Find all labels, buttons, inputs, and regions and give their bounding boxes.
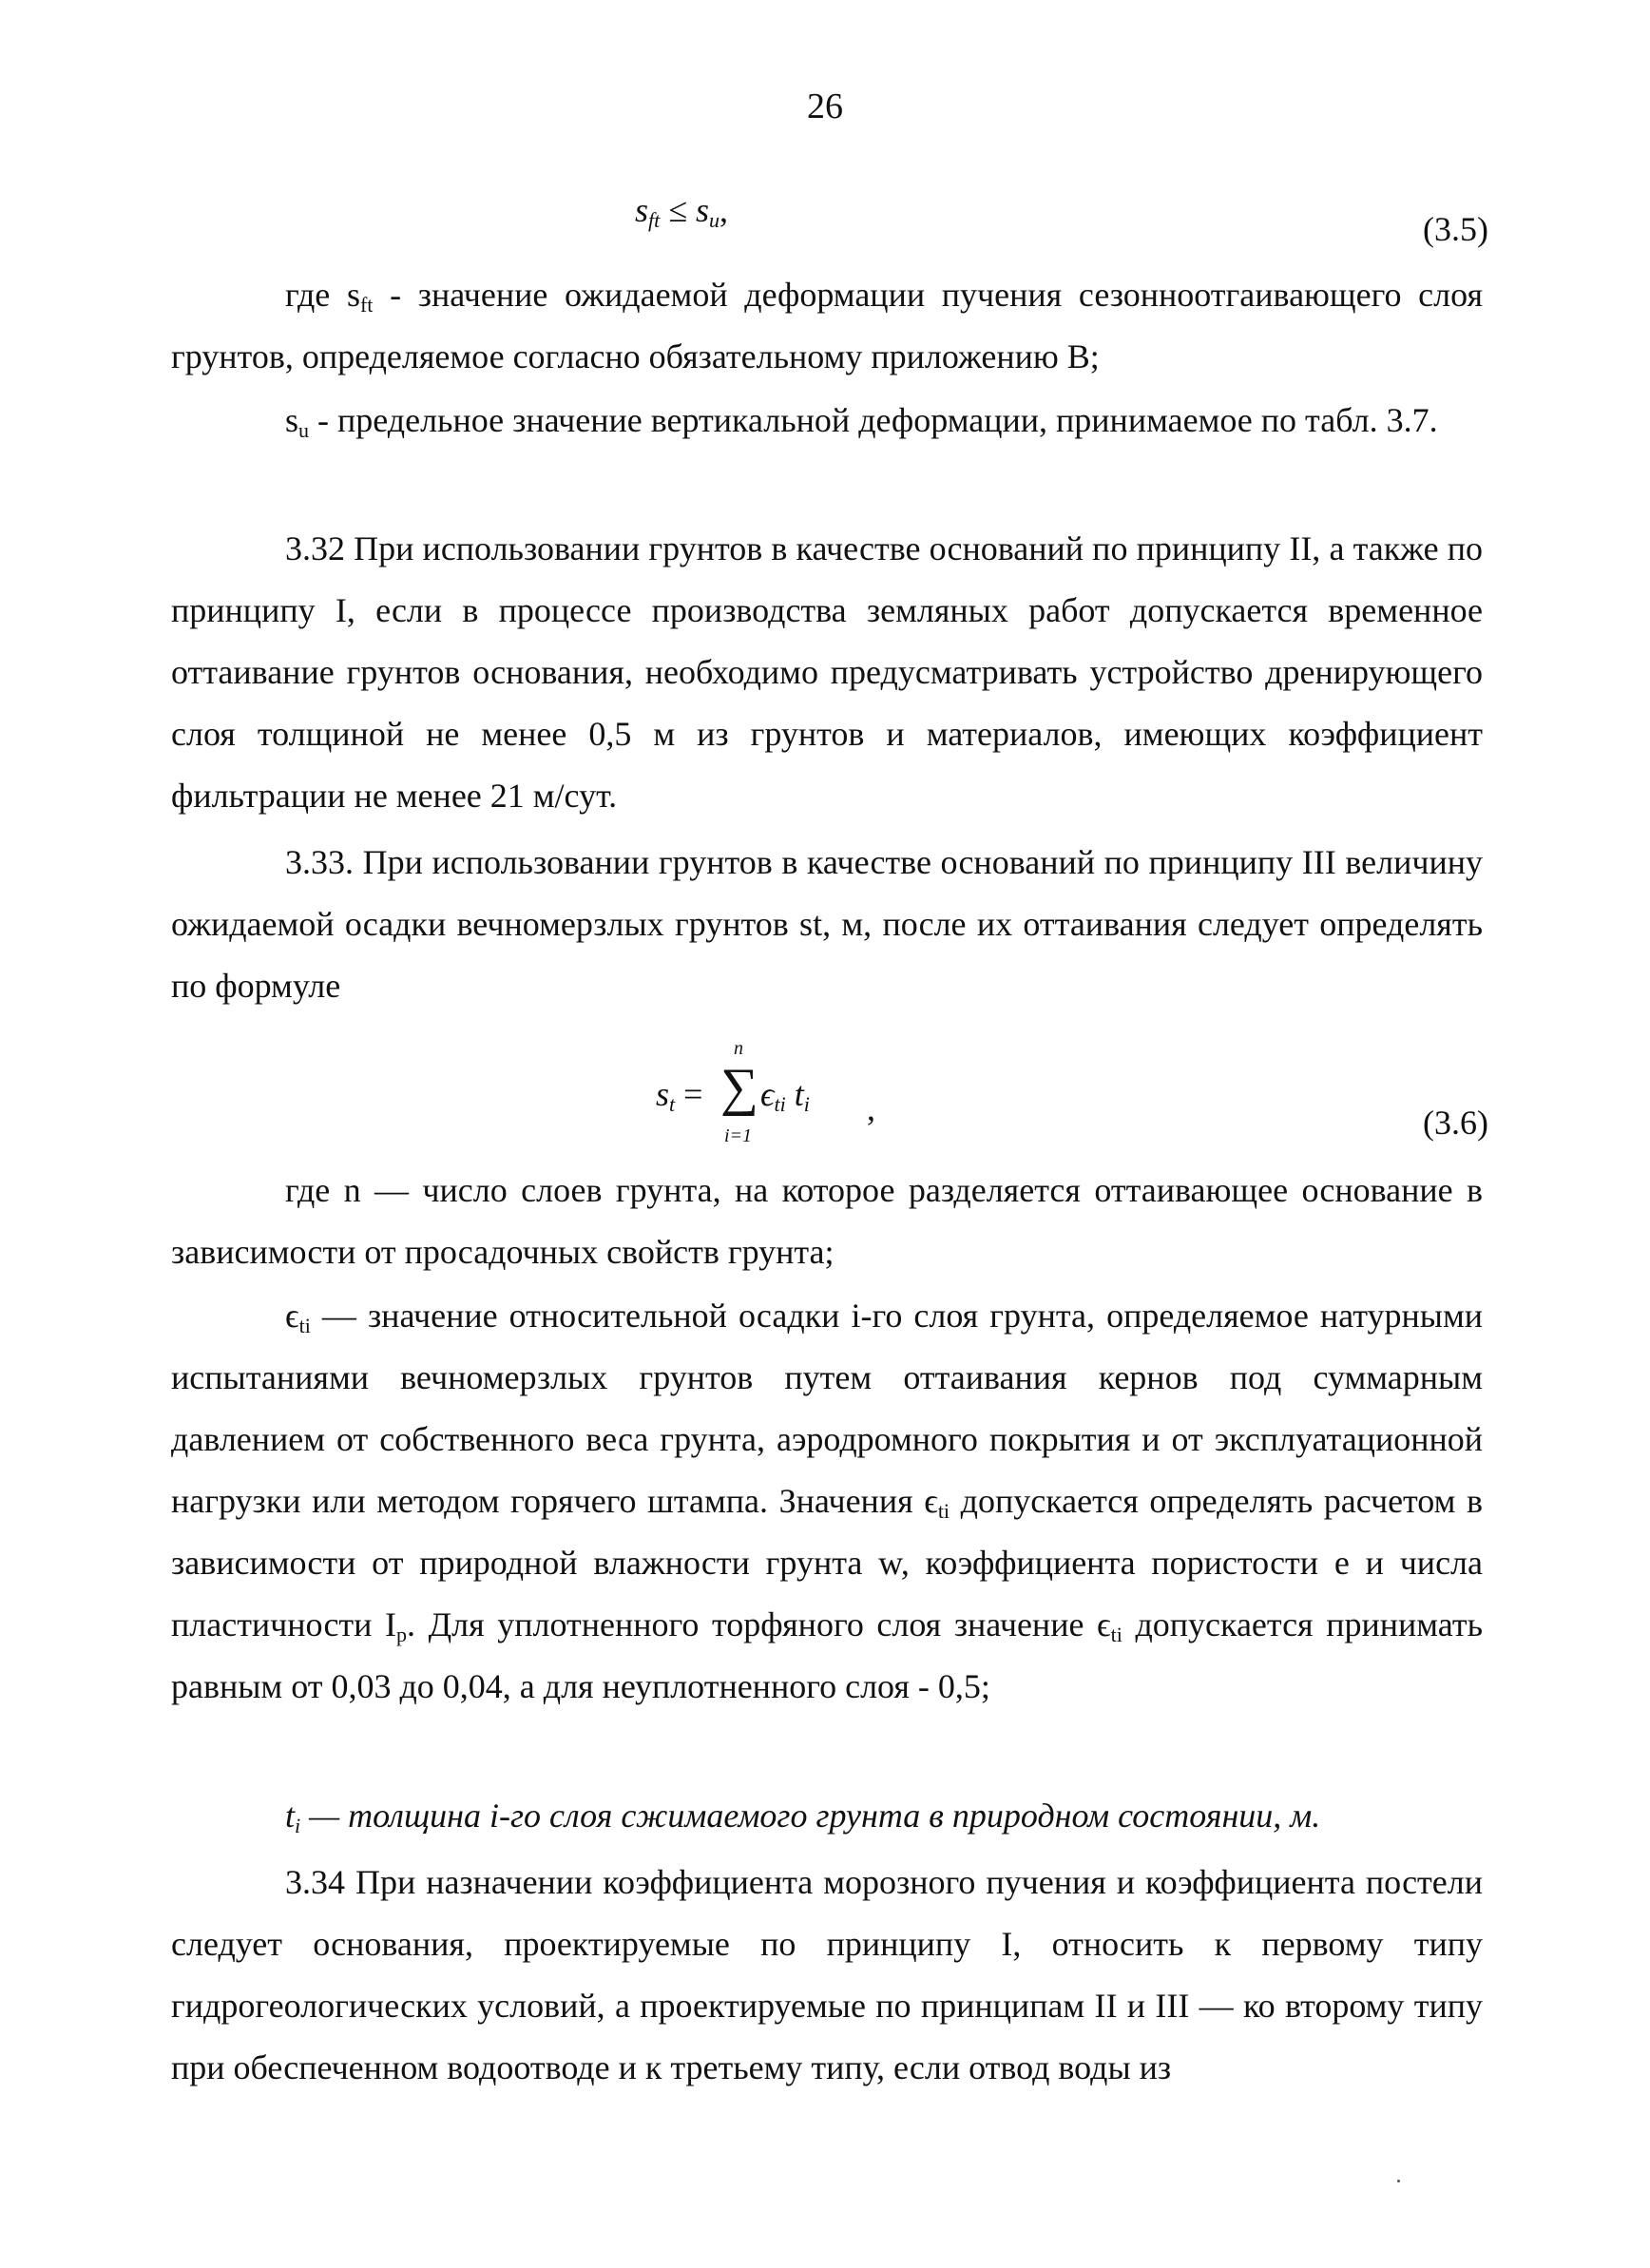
formula-3-6-sub-ti: ti <box>774 1092 786 1116</box>
sum-lower-limit: i=1 <box>724 1125 753 1146</box>
p6-b-sub: ti <box>937 1499 950 1523</box>
formula-3-5-sub-ft: ft <box>648 208 661 232</box>
paragraph-3-34: 3.34 При назначении коэффициента морозного пучения и коэффициента постели следует основания, проектируемые по принципу I, относить к первому типу гидрогеологических условий, а проектируемые по принципам II и III — ко второму типу при обеспеченном водоотводе и к третьему типу, если отвод воды из <box>171 1863 1483 2086</box>
sum-symbol: ∑ <box>720 1058 758 1117</box>
formula-3-5 <box>635 190 728 230</box>
p6-c: допускается определять расчетом в зависимости от природной влажности грунта w, коэффициента пористости е и числа пластичности I <box>171 1482 1483 1643</box>
p6-a: ϵ <box>285 1297 299 1335</box>
p6-a-sub: ti <box>298 1314 311 1337</box>
paragraph-t-definition <box>171 1785 1483 1847</box>
equation-number-3-6: (3.6) <box>1423 1104 1488 1142</box>
p6-b: — значение относительной осадки i-го слоя грунта, определяемое натурными испытаниями вечномерзлых грунтов путем оттаивания кернов под суммарным давлением от собственного веса грунта, аэродромного покрытия и от эксплуатационной нагрузки или методом горячего штампа. Значения ϵ <box>171 1297 1483 1520</box>
p2-rest: - предельное значение вертикальной деформации, принимаемое по табл. 3.7. <box>309 401 1438 439</box>
paragraph-sft-definition <box>171 264 1483 388</box>
p1-start: где s <box>285 276 360 314</box>
formula-3-6-sub-t: t <box>669 1092 676 1116</box>
formula-3-6-rhs <box>760 1074 810 1114</box>
formula-3-6-lhs <box>656 1074 702 1114</box>
formula-3-6-comma: , <box>867 1089 875 1127</box>
formula-3-6-epsilon: ϵ <box>760 1075 775 1113</box>
page-number: 26 <box>807 86 843 126</box>
p6-d-sub: ti <box>1110 1623 1122 1646</box>
p6-c-sub: p <box>396 1623 408 1646</box>
paragraph-n-definition: где n — число слоев грунта, на которое разделяется оттаивающее основание в зависимости от просадочных свойств грунта; <box>171 1171 1483 1271</box>
p1-sub: ft <box>359 293 374 317</box>
formula-3-6-t: t <box>785 1075 804 1113</box>
paragraph-epsilon-definition <box>171 1285 1483 1718</box>
formula-3-5-sub-u: u <box>709 208 720 232</box>
formula-3-6-eq: = <box>675 1075 703 1113</box>
p2-sub: u <box>298 418 310 442</box>
p7-b: — толщина i-го слоя сжимаемого грунта в природном состоянии, м. <box>300 1797 1321 1835</box>
scan-speck <box>1397 2180 1400 2182</box>
p7-a-sub: i <box>295 1814 301 1837</box>
p1-rest: - значение ожидаемой деформации пучения сезонноотгаивающего слоя грунтов, определяемое согласно обязательному приложению В; <box>171 276 1483 375</box>
paragraph-su-definition <box>171 390 1483 452</box>
p6-d: . Для уплотненного торфяного слоя значение ϵ <box>407 1605 1111 1643</box>
formula-3-6-sub-i: i <box>803 1092 810 1116</box>
p2-start: s <box>285 401 299 439</box>
formula-3-5-relation: ≤ s <box>660 191 710 229</box>
p6-e: допускается принимать равным от 0,03 до 0,04, а для неуплотненного слоя - 0,5; <box>171 1605 1483 1705</box>
equation-number-3-5: (3.5) <box>1423 210 1488 248</box>
paragraph-3-33: 3.33. При использовании грунтов в качестве оснований по принципу III величину ожидаемой осадки вечномерзлых грунтов st, м, после их оттаивания следует определять по формуле <box>171 843 1483 1005</box>
formula-3-5-comma: , <box>719 191 729 229</box>
paragraph-3-32: 3.32 При использовании грунтов в качестве оснований по принципу II, а также по принципу I, если в процессе производства земляных работ допускается временное оттаивание грунтов основания, необходимо предусматривать устройство дренирующего слоя толщиной не менее 0,5 м из грунтов и материалов, имеющих коэффициент фильтрации не менее 21 м/сут. <box>171 529 1483 815</box>
formula-3-6 <box>656 1038 846 1148</box>
formula-3-5-s: s <box>635 191 649 229</box>
p7-a: t <box>285 1797 296 1835</box>
sum-upper-limit: n <box>734 1038 743 1059</box>
formula-3-6-s: s <box>656 1075 670 1113</box>
